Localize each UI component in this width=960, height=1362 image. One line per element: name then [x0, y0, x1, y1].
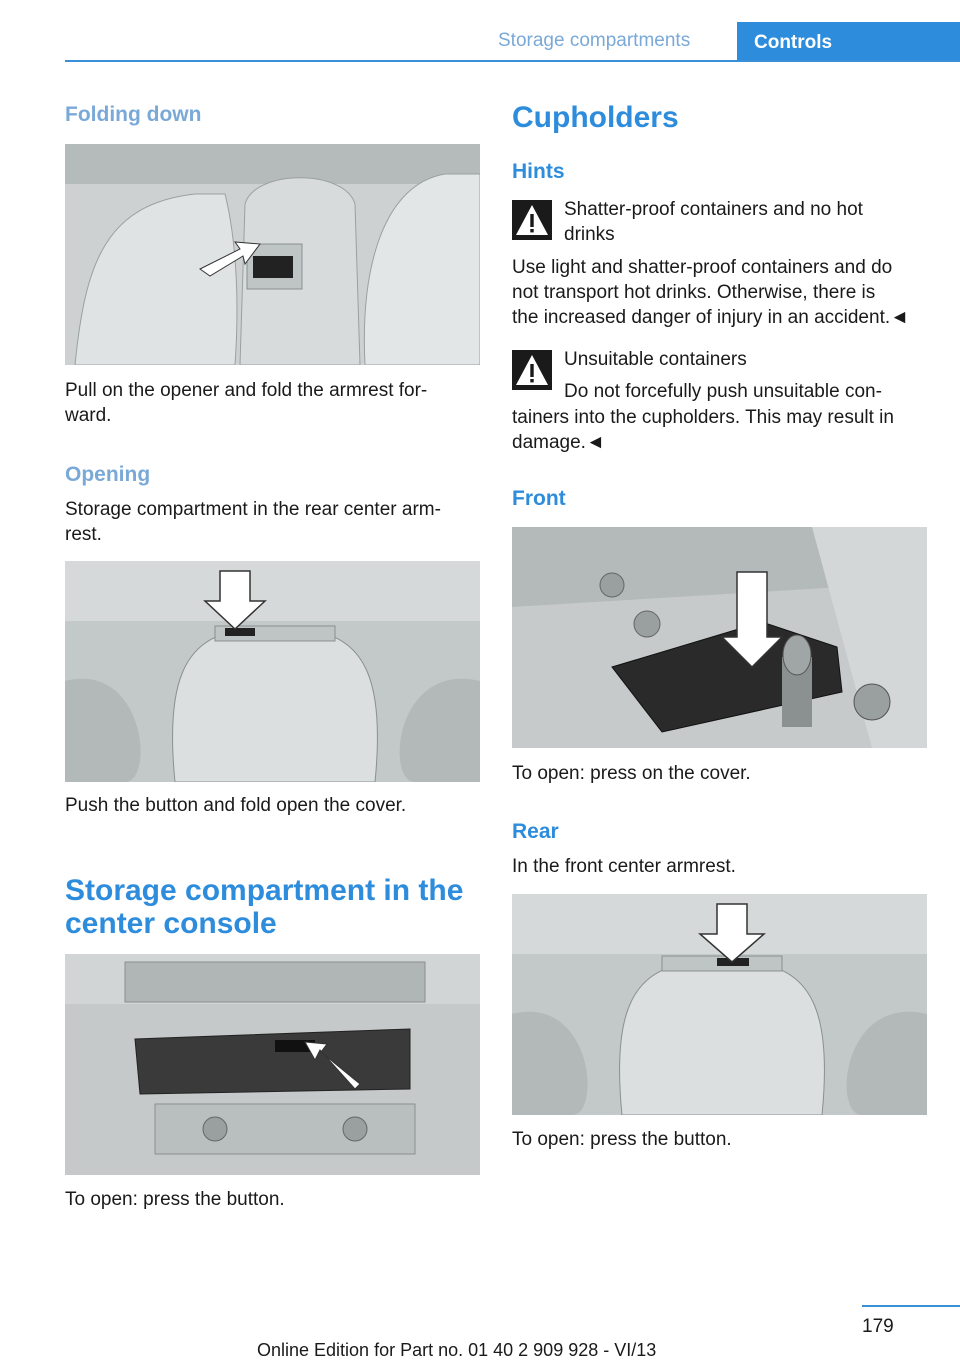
header-rule	[65, 60, 960, 62]
front-heading: Front	[512, 487, 566, 510]
front-caption: To open: press on the cover.	[512, 763, 751, 784]
page-number: 179	[862, 1316, 894, 1337]
rear-caption: To open: press the button.	[512, 1129, 732, 1150]
warning-2-title: Unsuitable containers	[564, 349, 747, 370]
cupholders-heading: Cupholders	[512, 101, 679, 134]
warning-1-text: Use light and shatter-proof containers and do not transport hot drinks. Otherwise, there is the increased danger of injury in an accident.◄	[512, 257, 909, 328]
warning-2-text-line1: Do not forcefully push unsuitable con-	[564, 381, 882, 402]
header-chapter-tab: Controls	[737, 22, 960, 62]
warning-2-text: tainers into the cupholders. This may result in damage.◄	[512, 407, 894, 453]
opening-text: Storage compartment in the rear center arm- rest.	[65, 499, 441, 545]
warning-1-title: Shatter-proof containers and no hot drinks	[564, 199, 863, 245]
footer-edition: Online Edition for Part no. 01 40 2 909 928 - VI/13	[257, 1340, 657, 1360]
folding-down-text: Pull on the opener and fold the armrest for- ward.	[65, 380, 428, 426]
rear-text: In the front center armrest.	[512, 856, 736, 877]
warning-triangle-icon	[512, 200, 552, 240]
figure-rear-armrest-fold-down	[65, 144, 480, 365]
figure-rear-armrest-open	[65, 561, 480, 782]
rear-heading: Rear	[512, 820, 559, 843]
figure-center-console-compartment	[65, 954, 480, 1175]
hints-heading: Hints	[512, 160, 565, 183]
header-section-title: Storage compartments	[498, 30, 691, 51]
opening-heading: Opening	[65, 463, 151, 486]
center-console-caption: To open: press the button.	[65, 1189, 285, 1210]
page-number-rule	[862, 1305, 960, 1307]
figure-front-cupholder	[512, 527, 927, 748]
center-console-heading: Storage compartment in the center console	[65, 874, 464, 940]
opening-caption: Push the button and fold open the cover.	[65, 795, 407, 816]
figure-rear-cupholder	[512, 894, 927, 1115]
folding-down-heading: Folding down	[65, 103, 202, 126]
warning-triangle-icon	[512, 350, 552, 390]
